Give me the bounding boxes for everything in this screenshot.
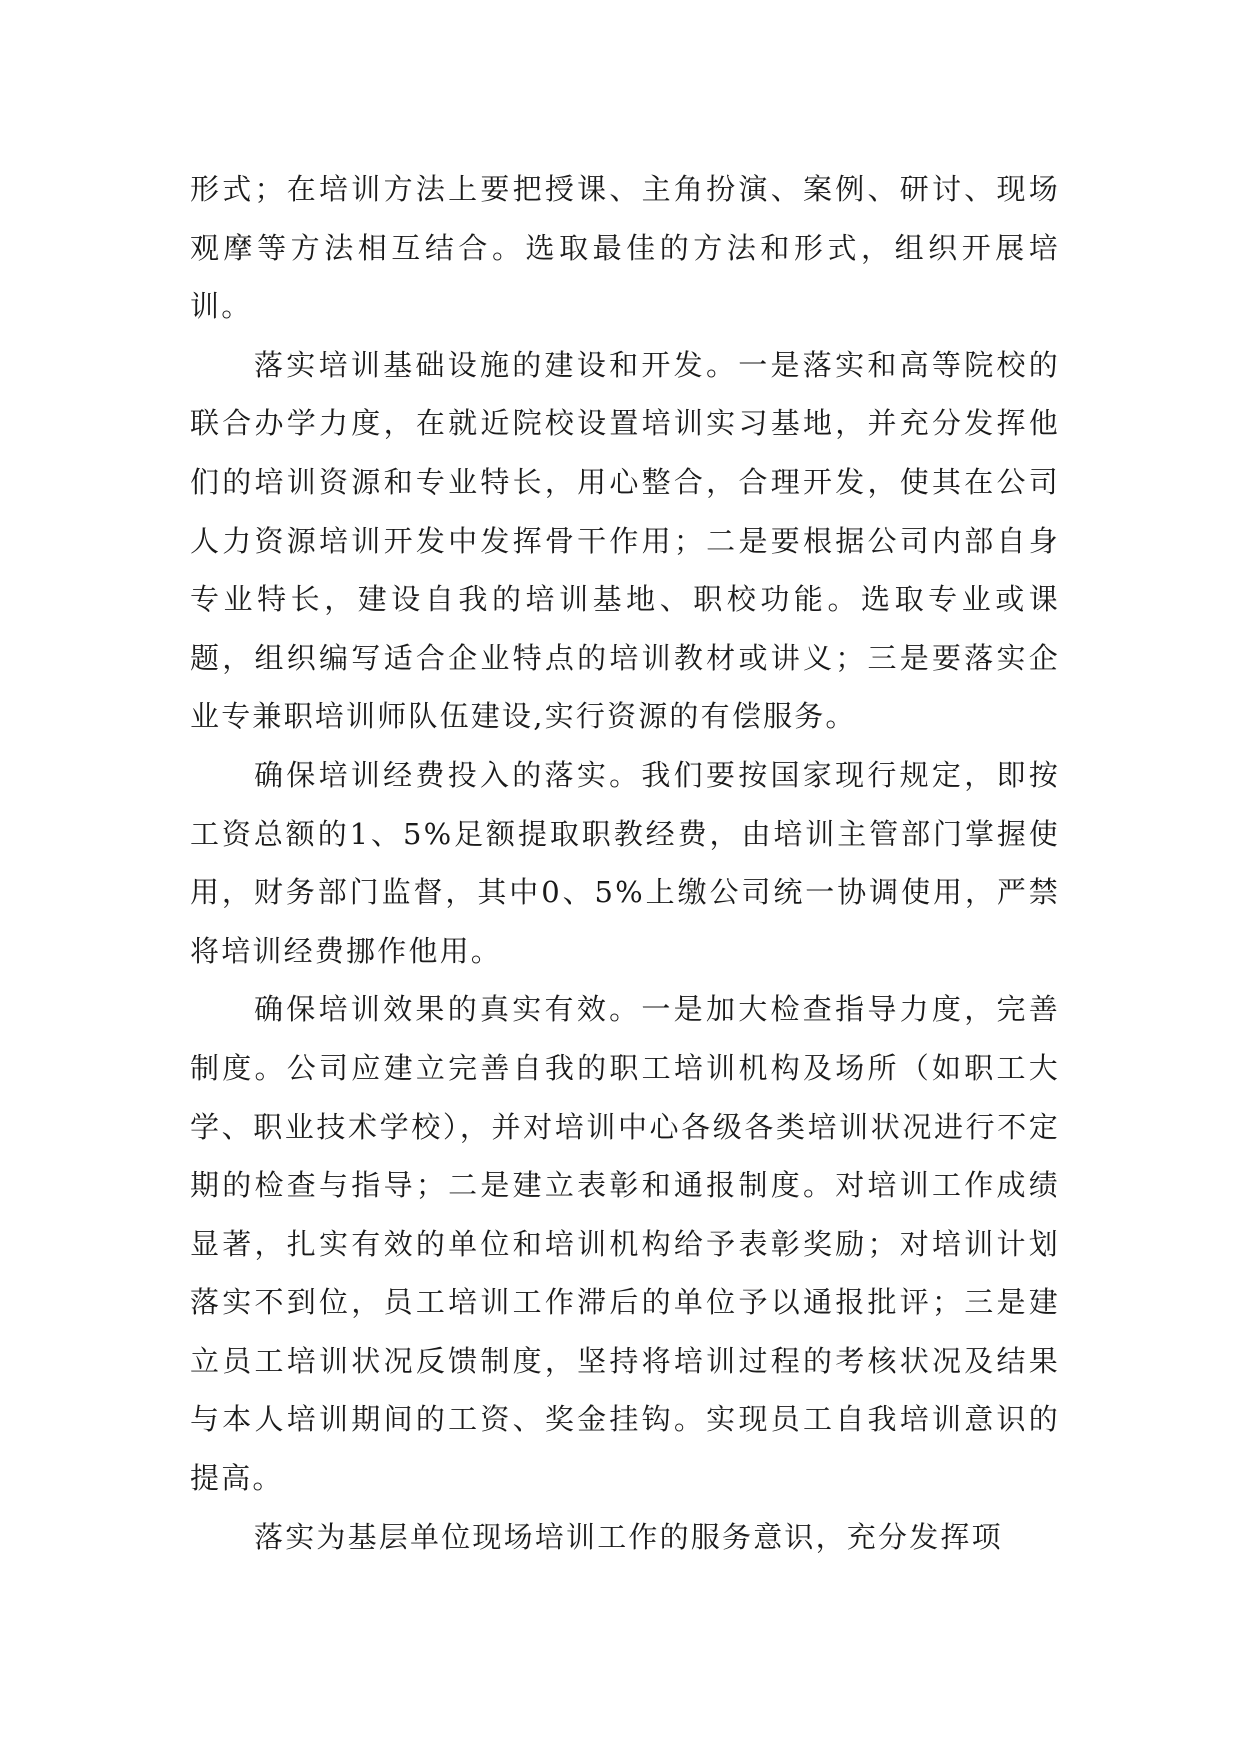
paragraph-training-methods: 形式；在培训方法上要把授课、主角扮演、案例、研讨、现场观摩等方法相互结合。选取最佳的方法和形式，组织开展培训。 — [190, 172, 1060, 324]
paragraph-service-awareness: 落实为基层单位现场培训工作的服务意识，充分发挥项 — [254, 1519, 1003, 1554]
paragraph-effectiveness: 确保培训效果的真实有效。一是加大检查指导力度，完善制度。公司应建立完善自我的职工培训机构及场所（如职工大学、职业技术学校），并对培训中心各级各类培训状况进行不定期的检查与指导；二是建立表彰和通报制度。对培训工作成绩显著，扎实有效的单位和培训机构给予表彰奖励；对培训计划落实不到位，员工培训工作滞后的单位予以通报批评；三是建立员工培训状况反馈制度，坚持将培训过程的考核状况及结果与本人培训期间的工资、奖金挂钩。实现员工自我培训意识的提高。 — [190, 992, 1060, 1496]
body-text — [190, 160, 1060, 1566]
paragraph-funding: 确保培训经费投入的落实。我们要按国家现行规定，即按工资总额的1、5%足额提取职教经费，由培训主管部门掌握使用，财务部门监督，其中0、5%上缴公司统一协调使用，严禁将培训经费挪作他用。 — [190, 757, 1060, 968]
paragraph-infrastructure: 落实培训基础设施的建设和开发。一是落实和高等院校的联合办学力度，在就近院校设置培训实习基地，并充分发挥他们的培训资源和专业特长，用心整合，合理开发，使其在公司人力资源培训开发中发挥骨干作用；二是要根据公司内部自身专业特长，建设自我的培训基地、职校功能。选取专业或课题，组织编写适合企业特点的培训教材或讲义；三是要落实企业专兼职培训师队伍建设,实行资源的有偿服务。 — [190, 347, 1060, 734]
